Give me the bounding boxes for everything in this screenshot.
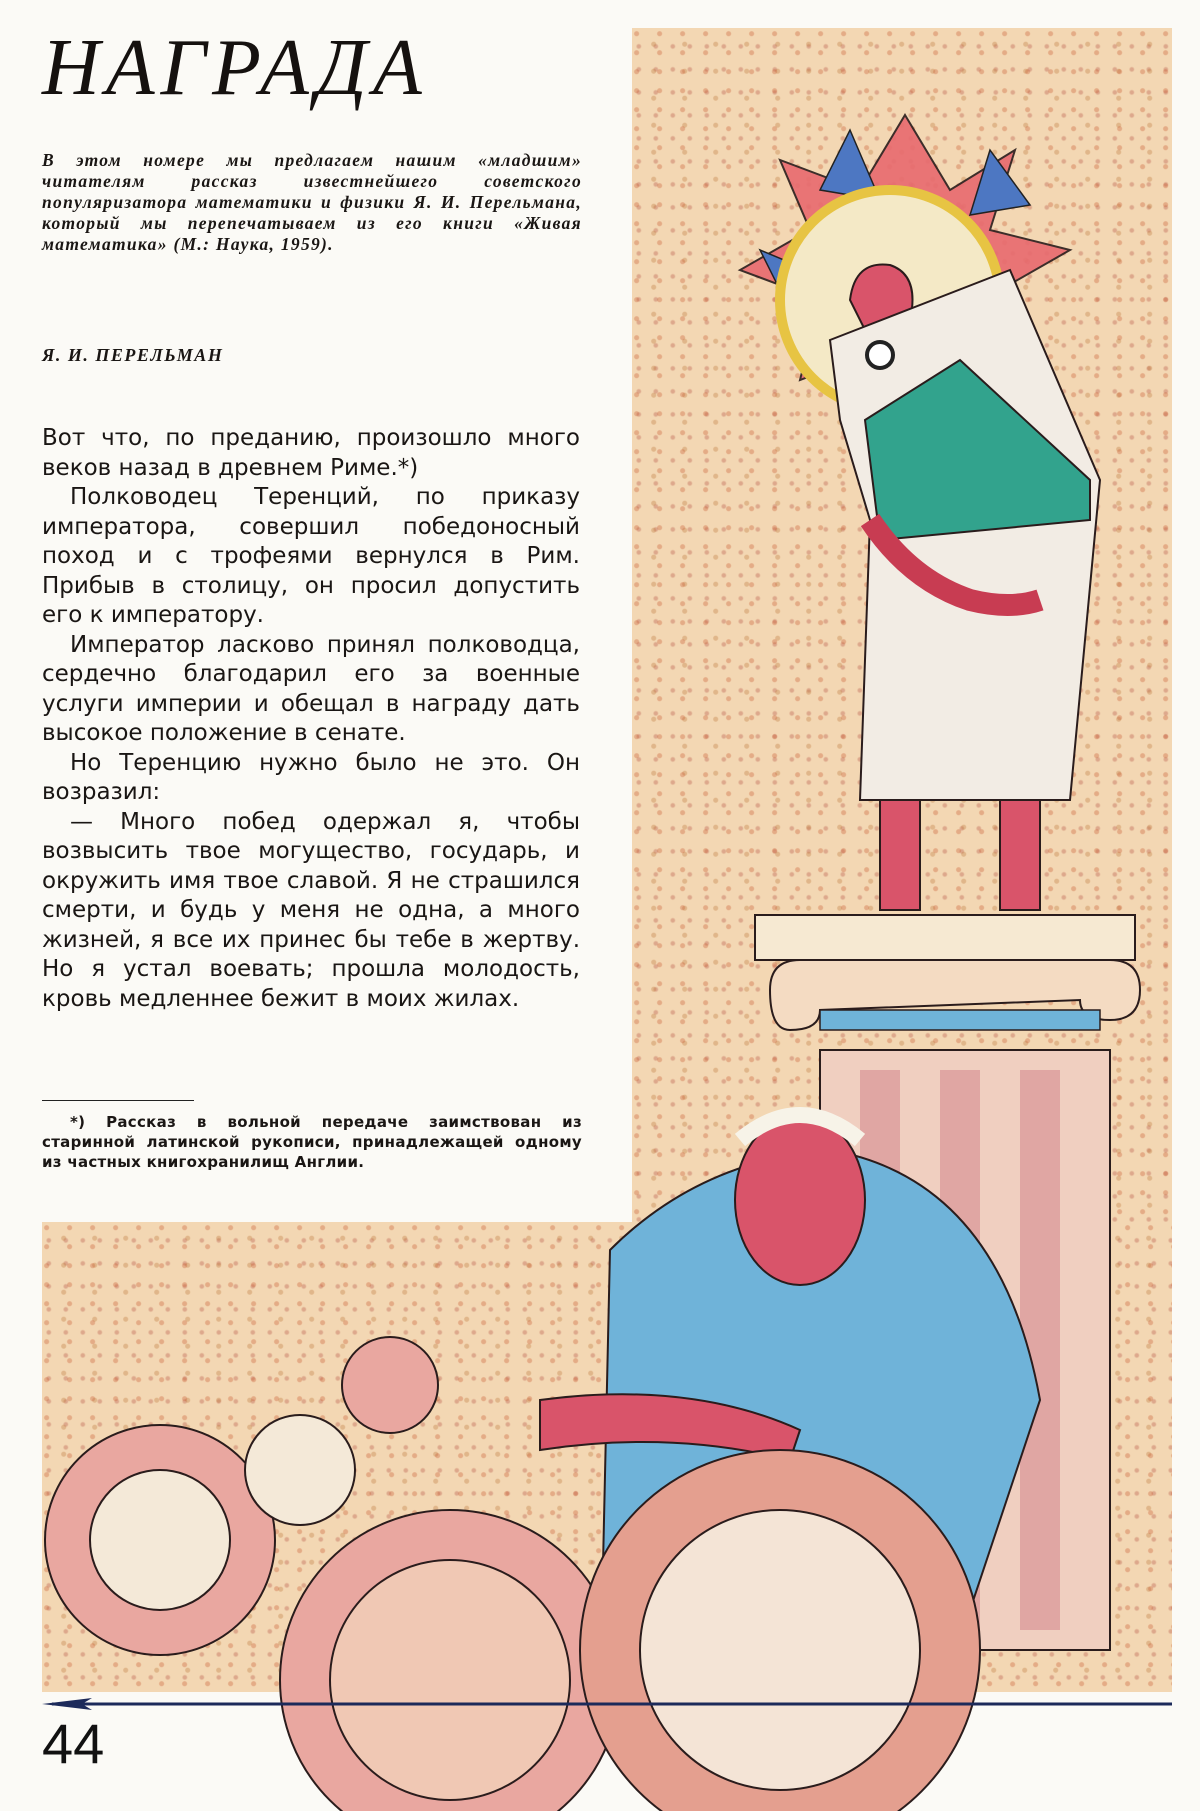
paragraph: Император ласково принял полководца, сердечно благодарил его за военные услуги империи и обещал в награду дать высокое положение в сенате. [42, 631, 580, 746]
page-number: 44 [42, 1712, 105, 1775]
footnote: *) Рассказ в вольной передаче заимствован из старинной латинской рукописи, принадлежащей одному из частных книгохранилищ Англии. [42, 1113, 582, 1171]
article-body [42, 424, 580, 1014]
author-name: Я. И. ПЕРЕЛЬМАН [42, 345, 224, 365]
paragraph: Полководец Теренций, по приказу императора, совершил победоносный поход и с трофеями вернулся в Рим. Прибыв в столицу, он просил допустить его к императору. [42, 484, 580, 628]
paragraph: Но Теренцию нужно было не это. Он возразил: [42, 749, 580, 805]
paragraph: Вот что, по преданию, произошло много веков назад в древнем Риме.*) [42, 425, 580, 481]
editorial-intro: В этом номере мы предлагаем нашим «младшим» читателям рассказ известнейшего советского популяризатора математики и физики Я. И. Перельмана, который мы перепечатываем из его книги «Живая математика» (М.: Наука, 1959). [42, 150, 582, 254]
article-title: НАГРАДА [42, 24, 428, 112]
paragraph: — Много побед одержал я, чтобы возвысить твое могущество, государь, и окружить имя твое славой. Я не страшился смерти, и будь у меня не одна, а много жизней, я все их принес бы тебе в жертву. Но я устал воевать; прошла молодость, кровь медленнее бежит в моих жилах. [42, 808, 580, 1012]
standing-general-figure [830, 264, 1100, 910]
arrow-line [42, 1698, 1172, 1710]
footnote-divider [42, 1100, 194, 1101]
